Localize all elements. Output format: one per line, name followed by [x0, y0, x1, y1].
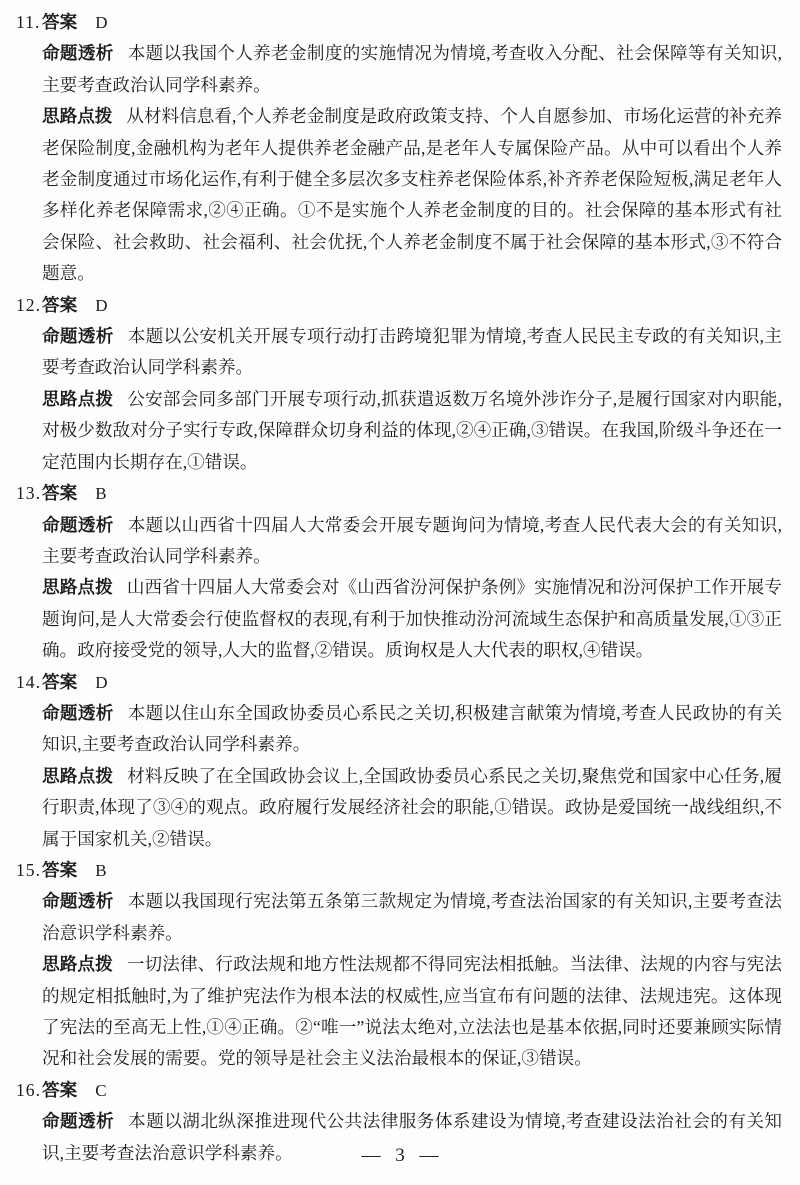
paragraph-label: 命题透析 — [42, 891, 114, 912]
analysis-paragraph — [42, 101, 782, 289]
page-footer — [0, 1140, 800, 1171]
answer-letter: D — [95, 672, 108, 692]
item-number: 12. — [16, 294, 41, 315]
answer-letter: B — [95, 860, 107, 880]
answer-item — [16, 667, 782, 855]
analysis-paragraph — [42, 321, 782, 384]
answer-line — [16, 290, 782, 321]
paragraph-label: 思路点拨 — [42, 388, 114, 409]
answer-label: 答案 — [42, 12, 78, 32]
item-number: 11. — [16, 12, 41, 32]
paragraph-text: 山西省十四届人大常委会对《山西省汾河保护条例》实施情况和汾河保护工作开展专题询问,是人大常委会行使监督权的表现,有利于加快推动汾河流域生态保护和高质量发展,①③正确。政府接受党的领导,人大的监督,②错误。质询权是人大代表的职权,④错误。 — [42, 577, 782, 661]
answer-item — [16, 478, 782, 666]
analysis-paragraph — [42, 384, 782, 478]
answer-letter: D — [95, 295, 108, 315]
answer-item — [16, 290, 782, 478]
paragraph-text: 本题以我国个人养老金制度的实施情况为情境,考查收入分配、社会保障等有关知识,主要考查政治认同学科素养。 — [42, 43, 782, 95]
answer-letter: D — [95, 13, 108, 32]
answer-label: 答案 — [42, 294, 78, 315]
paragraph-label: 思路点拨 — [42, 954, 113, 975]
paragraph-text: 公安部会同多部门开展专项行动,抓获遣返数万名境外涉诈分子,是履行国家对内职能,对极少数敌对分子实行专政,保障群众切身利益的体现,②④正确,③错误。在我国,阶级斗争还在一定范围内长期存在,①错误。 — [42, 388, 782, 472]
paragraph-text: 本题以山西省十四届人大常委会开展专题询问为情境,考查人民代表大会的有关知识,主要考查政治认同学科素养。 — [42, 514, 782, 566]
page-number: — 3 — — [361, 1145, 439, 1166]
answer-line — [16, 1075, 782, 1106]
paragraph-label: 思路点拨 — [42, 765, 114, 786]
analysis-paragraph — [42, 572, 782, 666]
item-number: 13. — [16, 483, 41, 504]
answer-letter: B — [95, 484, 107, 504]
paragraph-text: 本题以公安机关开展专项行动打击跨境犯罪为情境,考查人民民主专政的有关知识,主要考查政治认同学科素养。 — [42, 326, 782, 378]
paragraph-label: 命题透析 — [42, 514, 114, 535]
item-number: 15. — [16, 859, 41, 880]
answer-item — [16, 855, 782, 1075]
answer-item — [16, 7, 782, 290]
answer-label: 答案 — [42, 671, 78, 692]
analysis-paragraph — [42, 698, 782, 761]
analysis-paragraph — [42, 38, 782, 101]
answer-items-list — [16, 7, 782, 1169]
paragraph-label: 命题透析 — [42, 326, 114, 347]
paragraph-text: 材料反映了在全国政协会议上,全国政协委员心系民之关切,聚焦党和国家中心任务,履行职责,体现了③④的观点。政府履行发展经济社会的职能,①错误。政协是爱国统一战线组织,不属于国家机关,②错误。 — [42, 765, 782, 849]
answer-line — [16, 667, 782, 698]
answer-letter: C — [95, 1080, 107, 1100]
paragraph-text: 本题以我国现行宪法第五条第三款规定为情境,考查法治国家的有关知识,主要考查法治意识学科素养。 — [42, 891, 782, 943]
paragraph-label: 命题透析 — [42, 1111, 115, 1132]
paragraph-label: 命题透析 — [42, 43, 114, 64]
analysis-paragraph — [42, 886, 782, 949]
answer-line — [16, 855, 782, 886]
paragraph-label: 命题透析 — [42, 702, 114, 723]
item-number: 16. — [16, 1079, 41, 1100]
analysis-paragraph — [42, 949, 782, 1075]
answer-line — [16, 478, 782, 509]
answer-label: 答案 — [42, 859, 78, 880]
paragraph-text: 从材料信息看,个人养老金制度是政府政策支持、个人自愿参加、市场化运营的补充养老保险制度,金融机构为老年人提供养老金融产品,是老年人专属保险产品。从中可以看出个人养老金制度通过市场化运作,有利于健全多层次多支柱养老保险体系,补齐养老保险短板,满足老年人多样化养老保障需求,②④正确。①不是实施个人养老金制度的目的。社会保障的基本形式有社会保险、社会救助、社会福利、社会优抚,个人养老金制度不属于社会保障的基本形式,③不符合题意。 — [42, 106, 782, 284]
paragraph-label: 思路点拨 — [42, 577, 113, 598]
paragraph-text: 本题以住山东全国政协委员心系民之关切,积极建言献策为情境,考查人民政协的有关知识,主要考查政治认同学科素养。 — [42, 702, 782, 755]
answer-label: 答案 — [42, 1079, 78, 1100]
paragraph-text: 本题以湖北纵深推进现代公共法律服务体系建设为情境,考查建设法治社会的有关知识,主要考查法治意识学科素养。 — [42, 1111, 782, 1163]
analysis-paragraph — [42, 510, 782, 573]
paragraph-label: 思路点拨 — [42, 106, 113, 127]
answer-label: 答案 — [42, 483, 78, 504]
paragraph-text: 一切法律、行政法规和地方性法规都不得同宪法相抵触。当法律、法规的内容与宪法的规定相抵触时,为了维护宪法作为根本法的权威性,应当宣布有问题的法律、法规违宪。这体现了宪法的至高无上性,①④正确。②“唯一”说法太绝对,立法法也是基本依据,同时还要兼顾实际情况和社会发展的需要。党的领导是社会主义法治最根本的保证,③错误。 — [42, 954, 782, 1069]
item-number: 14. — [16, 671, 41, 692]
analysis-paragraph — [42, 761, 782, 855]
answer-line — [16, 7, 782, 38]
